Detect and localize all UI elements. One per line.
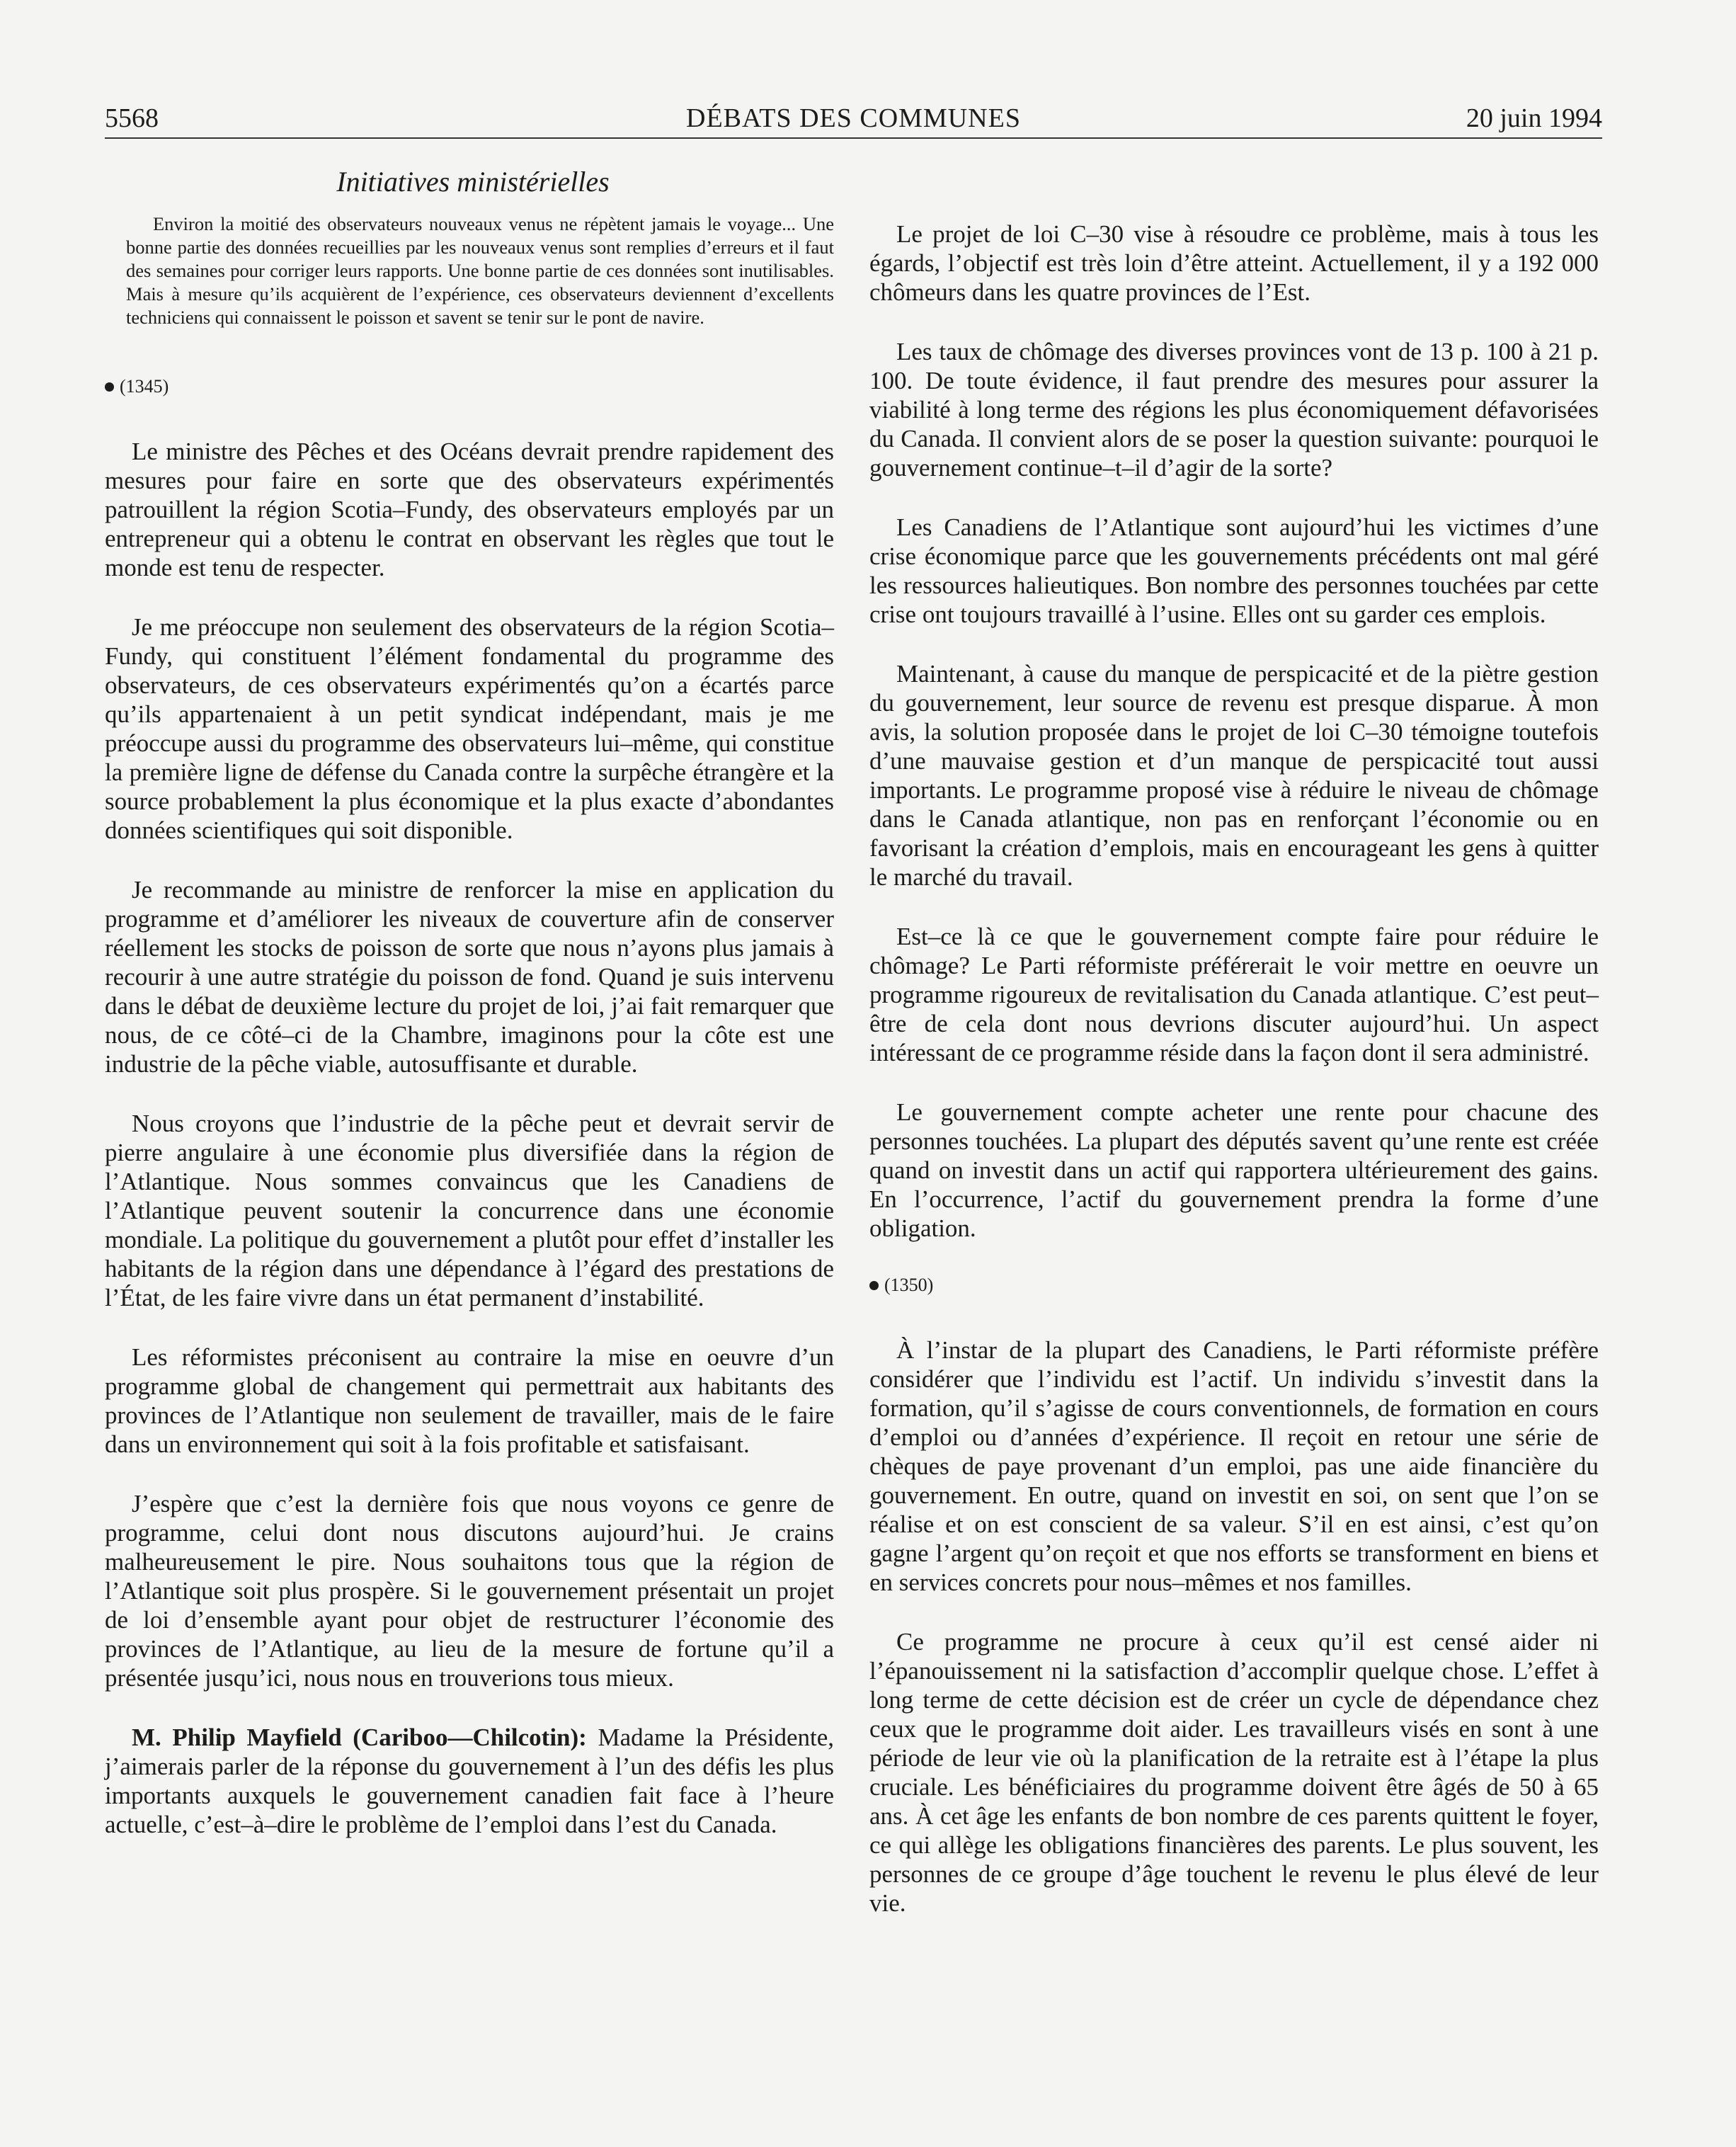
paragraph: Maintenant, à cause du manque de perspicacité et de la piètre gestion du gouvernement, leur source de revenu est presque disparue. À mon avis, la solution proposée dans le projet de loi C–30 témoigne toutefois d’une mauvaise gestion et d’un manque de perspicacité tout aussi importants. Le programme proposé vise à réduire le niveau de chômage dans le Canada atlantique, non pas en renforçant l’économie ou en favorisant la création d’emplois, mais en encourageant les gens à quitter le marché du travail. [869,660,1599,891]
right-column [869,220,1599,1918]
paragraph: À l’instar de la plupart des Canadiens, le Parti réformiste préfère considérer que l’individu est l’actif. Un individu s’investit dans la formation, qu’il s’agisse de cours conventionnels, de formation en cours d’emploi ou d’années d’expérience. Il reçoit en retour une série de chèques de paye provenant d’un emploi, pas une aide financière du gouvernement. En outre, quand on investit en soi, on sent que l’on se réalise et on est conscient de sa valeur. S’il en est ainsi, c’est qu’on gagne l’argent qu’on reçoit et que nos efforts se transforment en biens et en services concrets pour nous–mêmes et nos familles. [869,1336,1599,1596]
time-marker-label: (1345) [120,376,169,397]
bullet-icon [869,1281,879,1290]
paragraph: Je recommande au ministre de renforcer la mise en application du programme et d’améliorer les niveaux de couverture afin de conserver réellement les stocks de poisson de sorte que nous n’ayons plus jamais à recourir à une autre stratégie du poisson de fond. Quand je suis intervenu dans le débat de deuxième lecture du projet de loi, j’ai fait remarquer que nous, de ce côté–ci de la Chambre, imaginons pour la côte est une industrie de la pêche viable, autosuffisante et durable. [105,876,834,1078]
paragraph: Je me préoccupe non seulement des observateurs de la région Scotia–Fundy, qui constituent l’élément fondamental du programme des observateurs, de ces observateurs expérimentés qu’on a écartés parce qu’ils appartenaient à un petit syndicat indépendant, mais je me préoccupe aussi du programme des observateurs lui–même, qui constitue la première ligne de défense du Canada contre la surpêche étrangère et la source probablement la plus économique et la plus exacte d’abondantes données scientifiques qui soit disponible. [105,613,834,844]
paragraph: Le ministre des Pêches et des Océans devrait prendre rapidement des mesures pour faire en sorte que des observateurs expérimentés patrouillent la région Scotia–Fundy, des observateurs employés par un entrepreneur qui a obtenu le contrat en observant les règles que tout le monde est tenu de respecter. [105,438,834,581]
left-column [105,212,834,1839]
page-number: 5568 [105,103,159,133]
paragraph: Le gouvernement compte acheter une rente pour chacune des personnes touchées. La plupart des députés savent qu’une rente est créée quand on investit dans un actif qui rapportera ultérieurement des gains. En l’occurrence, l’actif du gouvernement prendra la forme d’une obligation. [869,1098,1599,1242]
paragraph: J’espère que c’est la dernière fois que nous voyons ce genre de programme, celui dont nous discutons aujourd’hui. Je crains malheureusement le pire. Nous souhaitons tous que la région de l’Atlantique soit plus prospère. Si le gouvernement présentait un projet de loi d’ensemble ayant pour objet de restructurer l’économie des provinces de l’Atlantique, au lieu de la mesure de fortune qu’il a présentée jusqu’ici, nous nous en trouverions tous mieux. [105,1490,834,1692]
paragraph: Les réformistes préconisent au contraire la mise en oeuvre d’un programme global de changement qui permettrait aux habitants des provinces de l’Atlantique non seulement de travailler, mais de le faire dans un environnement qui soit à la fois profitable et satisfaisant. [105,1343,834,1458]
paragraph: Ce programme ne procure à ceux qu’il est censé aider ni l’épanouissement ni la satisfaction d’accomplir quelque chose. L’effet à long terme de cette décision est de créer un cycle de dépendance chez ceux que le programme doit aider. Les travailleurs visés en sont à une période de leur vie où la planification de la retraite est à l’étape la plus cruciale. Les bénéficiaires du programme doivent être âgés de 50 à 65 ans. À cet âge les enfants de bon nombre de ces parents quittent le foyer, ce qui allège les obligations financières des parents. Le plus souvent, les personnes de ce groupe d’âge touchent le revenu le plus élevé de leur vie. [869,1628,1599,1917]
paragraph: Le projet de loi C–30 vise à résoudre ce problème, mais à tous les égards, l’objectif est très loin d’être atteint. Actuellement, il y a 192 000 chômeurs dans les quatre provinces de l’Est. [869,220,1599,306]
paragraph: Les Canadiens de l’Atlantique sont aujourd’hui les victimes d’une crise économique parce que les gouvernements précédents ont mal géré les ressources halieutiques. Bon nombre des personnes touchées par cette crise ont toujours travaillé à l’usine. Elles ont su garder ces emplois. [869,513,1599,628]
paragraph: Les taux de chômage des diverses provinces vont de 13 p. 100 à 21 p. 100. De toute évidence, il faut prendre des mesures pour assurer la viabilité à long terme des régions les plus économiquement défavorisées du Canada. Il convient alors de se poser la question suivante: pourquoi le gouvernement continue–t–il d’agir de la sorte? [869,338,1599,482]
bullet-icon [105,382,114,392]
time-marker-label: (1350) [884,1275,934,1295]
speaker-text: Madame la Présidente, j’aimerais parler de la réponse du gouvernement à l’un des défis les plus importants auxquels le gouvernement canadien fait face à l’heure actuelle, c’est–à–dire le problème de l’emploi dans l’est du Canada. [105,1724,834,1838]
time-marker [869,1273,1599,1297]
speaker-name: M. Philip Mayfield (Cariboo—Chilcotin): [132,1724,587,1751]
paragraph: Est–ce là ce que le gouvernement compte faire pour réduire le chômage? Le Parti réformiste préférerait le voir mettre en oeuvre un programme rigoureux de revitalisation du Canada atlantique. C’est peut–être de cela dont nous devrions discuter aujourd’hui. Un aspect intéressant de ce programme réside dans la façon dont il sera administré. [869,923,1599,1066]
block-quote: Environ la moitié des observateurs nouveaux venus ne répètent jamais le voyage... Une bonne partie des données recueillies par les nouveaux venus sont remplies d’erreurs et il faut des semaines pour corriger leurs rapports. Une bonne partie de ces données sont inutilisables. Mais à mesure qu’ils acquièrent de l’expérience, ces observateurs deviennent d’excellents techniciens qui connaissent le poisson et savent se tenir sur le pont de navire. [126,213,834,328]
page-header [105,99,1602,139]
section-title: Initiatives ministérielles [336,166,610,198]
publication-title: DÉBATS DES COMMUNES [686,103,1021,133]
time-marker [105,375,834,399]
speaker-paragraph [105,1723,834,1839]
paragraph: Nous croyons que l’industrie de la pêche peut et devrait servir de pierre angulaire à une économie plus diversifiée dans la région de l’Atlantique. Nous sommes convaincus que les Canadiens de l’Atlantique peuvent soutenir la concurrence dans une économie mondiale. La politique du gouvernement a plutôt pour effet d’installer les habitants de la région dans une dépendance à l’égard des prestations de l’État, de les faire vivre dans un état permanent d’instabilité. [105,1110,834,1311]
publication-date: 20 juin 1994 [1466,103,1602,133]
